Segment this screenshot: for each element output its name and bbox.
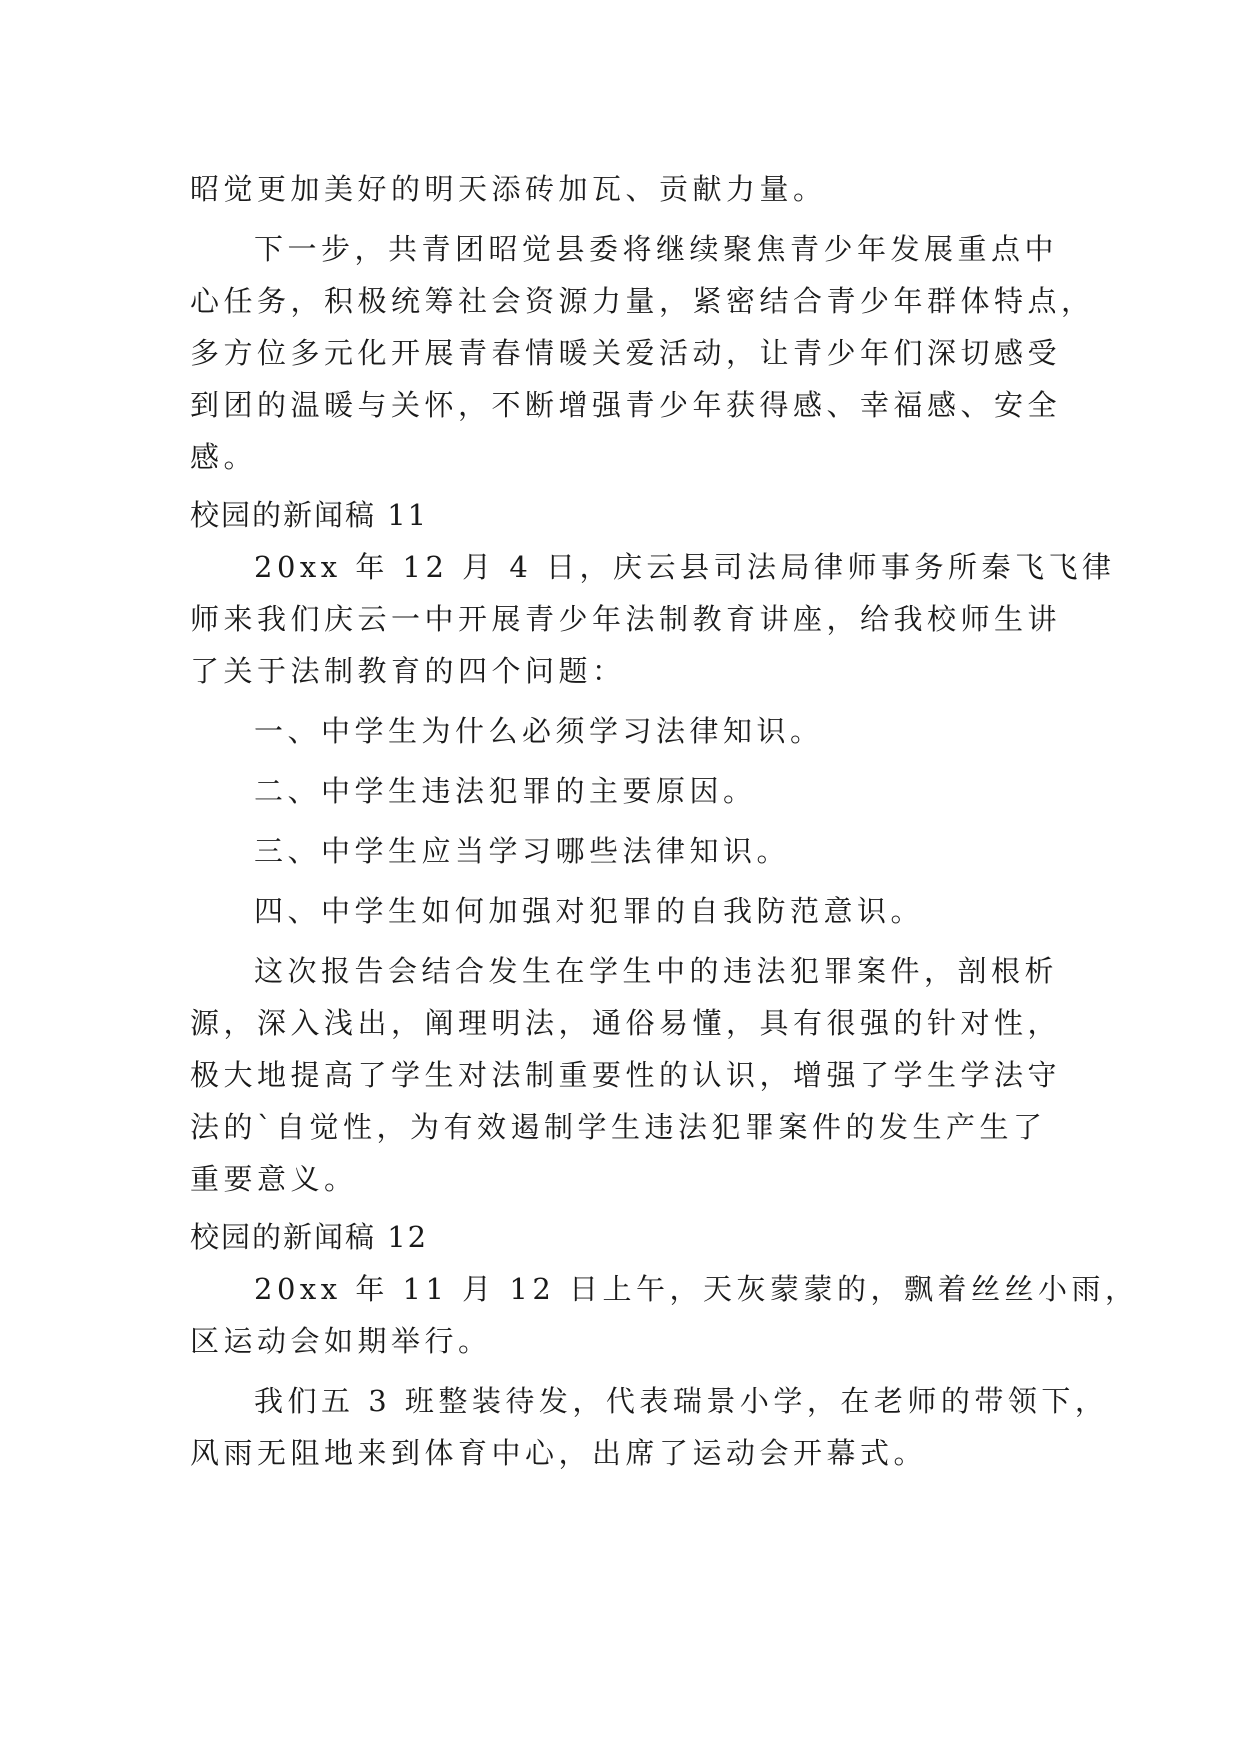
paragraph-line: 20xx 年 12 月 4 日，庆云县司法局律师事务所秦飞飞律 [254, 550, 1116, 584]
document-body [190, 163, 1139, 1479]
paragraph-line: 重要意义。 [190, 1162, 358, 1196]
paragraph-line: 师来我们庆云一中开展青少年法制教育讲座，给我校师生讲 [190, 602, 1062, 636]
article-heading: 校园的新闻稿 11 [190, 498, 429, 532]
paragraph-line: 20xx 年 11 月 12 日上午，天灰蒙蒙的，飘着丝丝小雨， [254, 1272, 1139, 1306]
paragraph-line: 风雨无阻地来到体育中心，出席了运动会开幕式。 [190, 1436, 928, 1470]
paragraph-line: 心任务，积极统筹社会资源力量，紧密结合青少年群体特点， [190, 284, 1095, 318]
list-item: 一、中学生为什么必须学习法律知识。 [254, 714, 824, 748]
paragraph-line: 到团的温暖与关怀，不断增强青少年获得感、幸福感、安全 [190, 388, 1062, 422]
paragraph-line: 我们五 3 班整装待发，代表瑞景小学，在老师的带领下， [254, 1384, 1109, 1418]
paragraph-line: 了关于法制教育的四个问题： [190, 654, 626, 688]
paragraph-line: 下一步，共青团昭觉县委将继续聚焦青少年发展重点中 [254, 232, 1059, 266]
paragraph-line: 源，深入浅出，阐理明法，通俗易懂，具有很强的针对性， [190, 1006, 1062, 1040]
paragraph-line: 区运动会如期举行。 [190, 1324, 492, 1358]
list-item: 二、中学生违法犯罪的主要原因。 [254, 774, 757, 808]
paragraph-line: 法的`自觉性，为有效遏制学生违法犯罪案件的发生产生了 [190, 1110, 1047, 1144]
paragraph-line: 极大地提高了学生对法制重要性的认识，增强了学生学法守 [190, 1058, 1062, 1092]
list-item: 四、中学生如何加强对犯罪的自我防范意识。 [254, 894, 925, 928]
paragraph-line: 多方位多元化开展青春情暖关爱活动，让青少年们深切感受 [190, 336, 1062, 370]
paragraph-line: 感。 [190, 440, 258, 474]
list-item: 三、中学生应当学习哪些法律知识。 [254, 834, 791, 868]
paragraph-line: 这次报告会结合发生在学生中的违法犯罪案件，剖根析 [254, 954, 1059, 988]
paragraph-line: 昭觉更加美好的明天添砖加瓦、贡献力量。 [190, 172, 827, 206]
article-heading: 校园的新闻稿 12 [190, 1220, 429, 1254]
